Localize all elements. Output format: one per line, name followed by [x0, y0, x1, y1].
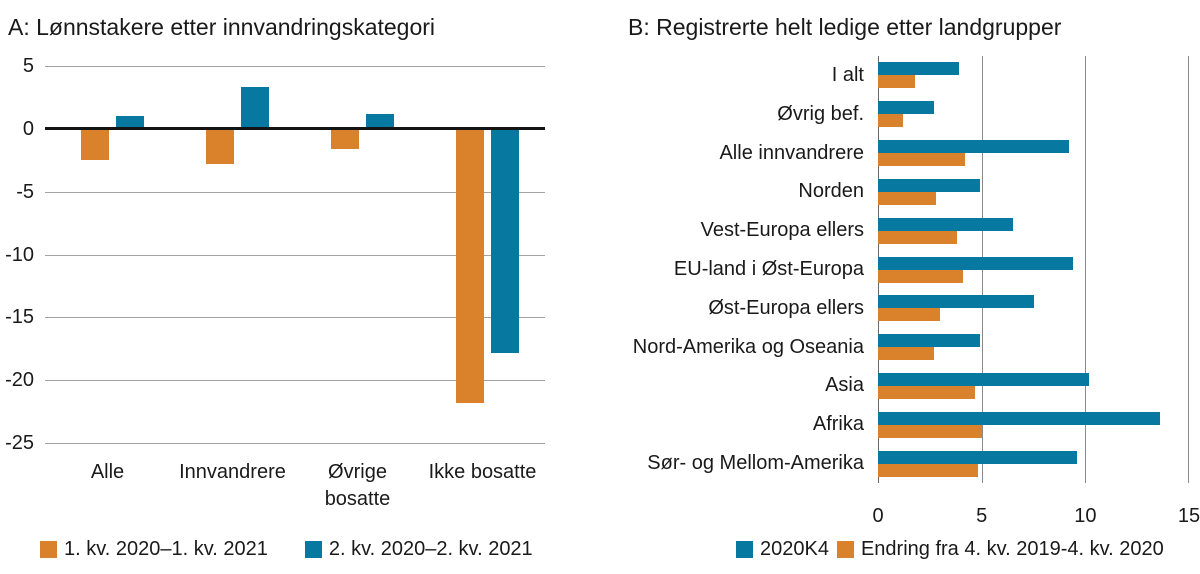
legend-item [305, 537, 533, 561]
bar [878, 308, 940, 321]
category-label: Norden [798, 180, 864, 203]
category-label: Ikke bosatte [428, 461, 537, 483]
category-label: Øst-Europa ellers [708, 296, 864, 319]
panel-a-plot-area [45, 66, 545, 443]
category-label: Afrika [812, 413, 864, 436]
bar [878, 114, 903, 127]
bar [878, 75, 915, 88]
bar [878, 231, 957, 244]
bar [878, 179, 980, 192]
legend-label: 1. kv. 2020–1. kv. 2021 [64, 538, 268, 560]
legend-swatch [736, 541, 753, 558]
category-label: Asia [825, 374, 864, 397]
bar [878, 347, 934, 360]
panel-a-legend [40, 537, 533, 561]
panel-b-title: B: Registrerte helt ledige etter landgrupper [628, 14, 1062, 40]
bar [878, 270, 963, 283]
panel-b-x-axis-labels [872, 503, 1200, 529]
x-tick-label: 5 [976, 505, 988, 527]
bar [878, 192, 936, 205]
y-tick-label: -10 [5, 243, 34, 266]
legend-item [40, 537, 268, 561]
x-tick-label: 15 [1177, 505, 1200, 527]
bar [331, 129, 359, 149]
bar [81, 129, 109, 160]
category-label: EU-land i Øst-Europa [673, 257, 864, 280]
legend-swatch [305, 541, 322, 558]
bar [878, 101, 934, 114]
category-label: Øvrig bef. [777, 102, 864, 125]
panel-b-category-labels [598, 56, 864, 483]
category-label: Alle innvandrere [719, 141, 864, 164]
panel-a-x-axis-labels [45, 459, 545, 521]
category-label: Sør- og Mellom-Amerika [647, 452, 864, 475]
category-label: Innvandrere [179, 461, 286, 483]
legend-label: 2020K4 [760, 538, 829, 560]
bar [878, 153, 965, 166]
x-tick-label: 10 [1074, 505, 1097, 527]
y-tick-label: -25 [5, 432, 34, 454]
y-tick-label: -20 [5, 369, 34, 392]
legend-swatch [40, 541, 57, 558]
legend-swatch [837, 541, 854, 558]
bar [206, 129, 234, 164]
bar [878, 373, 1089, 386]
bar [878, 334, 980, 347]
bar [878, 451, 1077, 464]
bar [878, 386, 975, 399]
category-label: Øvrige bosatte [324, 461, 391, 510]
x-tick-label: 0 [872, 505, 884, 527]
y-tick-label: -5 [16, 180, 34, 203]
panel-a-title: A: Lønnstakere etter innvandringskategori [8, 14, 436, 40]
panel-b-plot-area [878, 56, 1189, 483]
gridline [1188, 56, 1189, 483]
panel-a-y-axis [0, 55, 34, 454]
gridline [45, 66, 545, 67]
bar [878, 295, 1034, 308]
legend-label: Endring fra 4. kv. 2019-4. kv. 2020 [860, 538, 1164, 560]
bar [878, 62, 959, 75]
y-tick-label: 5 [22, 55, 34, 77]
category-label: Nord-Amerika og Oseania [632, 335, 864, 358]
bar [241, 87, 269, 128]
legend-item [736, 537, 829, 561]
bar [456, 129, 484, 403]
category-label: Vest-Europa ellers [700, 219, 864, 242]
bar [878, 425, 982, 438]
bar [878, 464, 978, 477]
y-tick-label: 0 [22, 117, 34, 140]
bar [878, 412, 1160, 425]
zero-line [45, 127, 545, 130]
panel-b-legend [736, 537, 1164, 561]
legend-item [837, 537, 1164, 561]
gridline [45, 443, 545, 444]
bar [878, 257, 1073, 270]
bar [491, 129, 519, 353]
y-tick-label: -15 [5, 306, 34, 329]
category-label: Alle [90, 461, 125, 483]
category-label: I alt [831, 63, 864, 86]
bar [878, 140, 1069, 153]
bar [878, 218, 1013, 231]
legend-label: 2. kv. 2020–2. kv. 2021 [328, 538, 533, 560]
